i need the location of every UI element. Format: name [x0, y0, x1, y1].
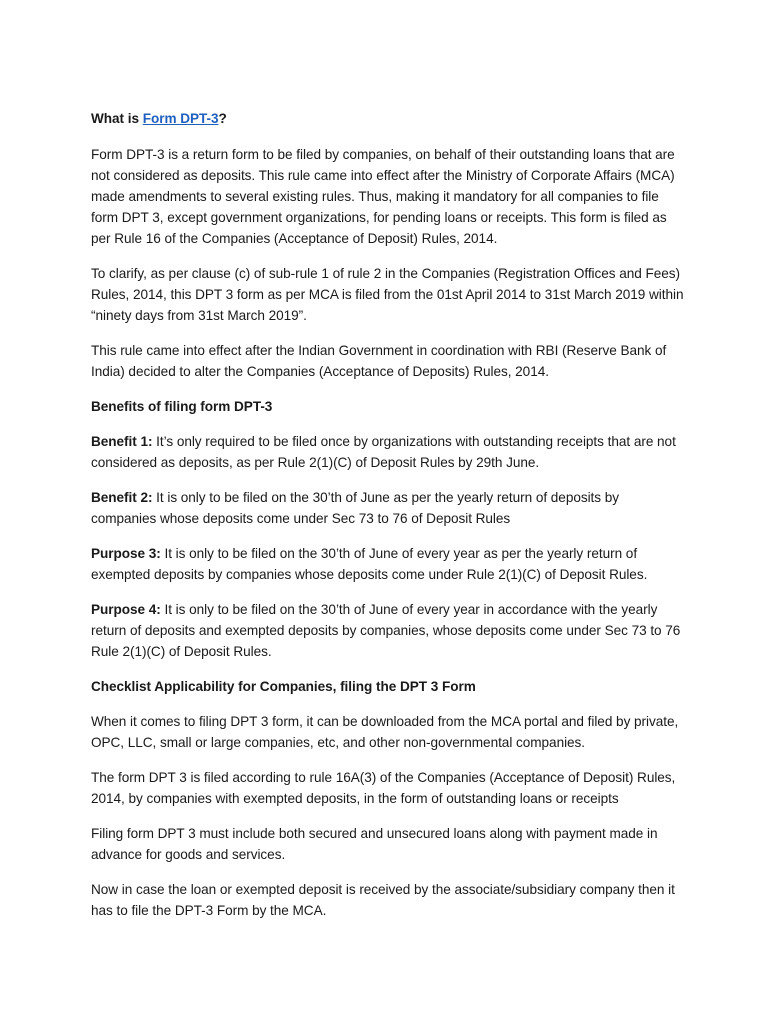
checklist-paragraph-2: The form DPT 3 is filed according to rule 16A(3) of the Companies (Acceptance of Deposit) Rules, 2014, by companies with exempted deposits, in the form of outstanding loans or receipts — [91, 770, 676, 806]
intro-paragraph-2: To clarify, as per clause (c) of sub-rule 1 of rule 2 in the Companies (Registration Offices and Fees) Rules, 2014, this DPT 3 form as per MCA is filed from the 01st April 2014 to 31st March 2019 within “ninety days from 31st March 2019”. — [91, 266, 684, 323]
benefit-text: It is only to be filed on the 30’th of June of every year in accordance with the yearly return of deposits and exempted deposits by companies, whose deposits come under Sec 73 to 76 Rule 2(1)(C) of Deposit Rules. — [91, 602, 681, 659]
purpose-item-3 — [91, 543, 688, 585]
benefit-item-1 — [91, 431, 688, 473]
page-title — [91, 108, 688, 129]
title-suffix: ? — [218, 111, 227, 126]
checklist-heading: Checklist Applicability for Companies, filing the DPT 3 Form — [91, 679, 476, 694]
form-dpt3-link[interactable]: Form DPT-3 — [142, 111, 219, 126]
benefit-label: Purpose 3: — [91, 546, 161, 561]
title-prefix: What is — [91, 111, 143, 126]
intro-paragraph-1: Form DPT-3 is a return form to be filed by companies, on behalf of their outstanding loans that are not considered as deposits. This rule came into effect after the Ministry of Corporate Affairs (MCA) made amendments to several existing rules. Thus, making it mandatory for all companies to file form DPT 3, except government organizations, for pending loans or receipts. This form is filed as per Rule 16 of the Companies (Acceptance of Deposit) Rules, 2014. — [91, 147, 675, 246]
benefit-label: Benefit 1: — [91, 434, 153, 449]
benefit-item-2 — [91, 487, 688, 529]
benefits-heading: Benefits of filing form DPT-3 — [91, 399, 273, 414]
benefit-text: It is only to be filed on the 30’th of June as per the yearly return of deposits by companies whose deposits come under Sec 73 to 76 of Deposit Rules — [91, 490, 620, 526]
benefit-label: Benefit 2: — [91, 490, 153, 505]
benefit-text: It’s only required to be filed once by organizations with outstanding receipts that are not considered as deposits, as per Rule 2(1)(C) of Deposit Rules by 29th June. — [91, 434, 676, 470]
benefit-text: It is only to be filed on the 30’th of June of every year as per the yearly return of exempted deposits by companies whose deposits come under Rule 2(1)(C) of Deposit Rules. — [91, 546, 648, 582]
checklist-paragraph-1: When it comes to filing DPT 3 form, it can be downloaded from the MCA portal and filed by private, OPC, LLC, small or large companies, etc, and other non-governmental companies. — [91, 714, 679, 750]
purpose-item-4 — [91, 599, 688, 662]
benefit-label: Purpose 4: — [91, 602, 161, 617]
checklist-paragraph-3: Filing form DPT 3 must include both secured and unsecured loans along with payment made in advance for goods and services. — [91, 826, 658, 862]
intro-paragraph-3: This rule came into effect after the Indian Government in coordination with RBI (Reserve Bank of India) decided to alter the Companies (Acceptance of Deposits) Rules, 2014. — [91, 343, 667, 379]
checklist-paragraph-4: Now in case the loan or exempted deposit is received by the associate/subsidiary company then it has to file the DPT-3 Form by the MCA. — [91, 882, 675, 918]
